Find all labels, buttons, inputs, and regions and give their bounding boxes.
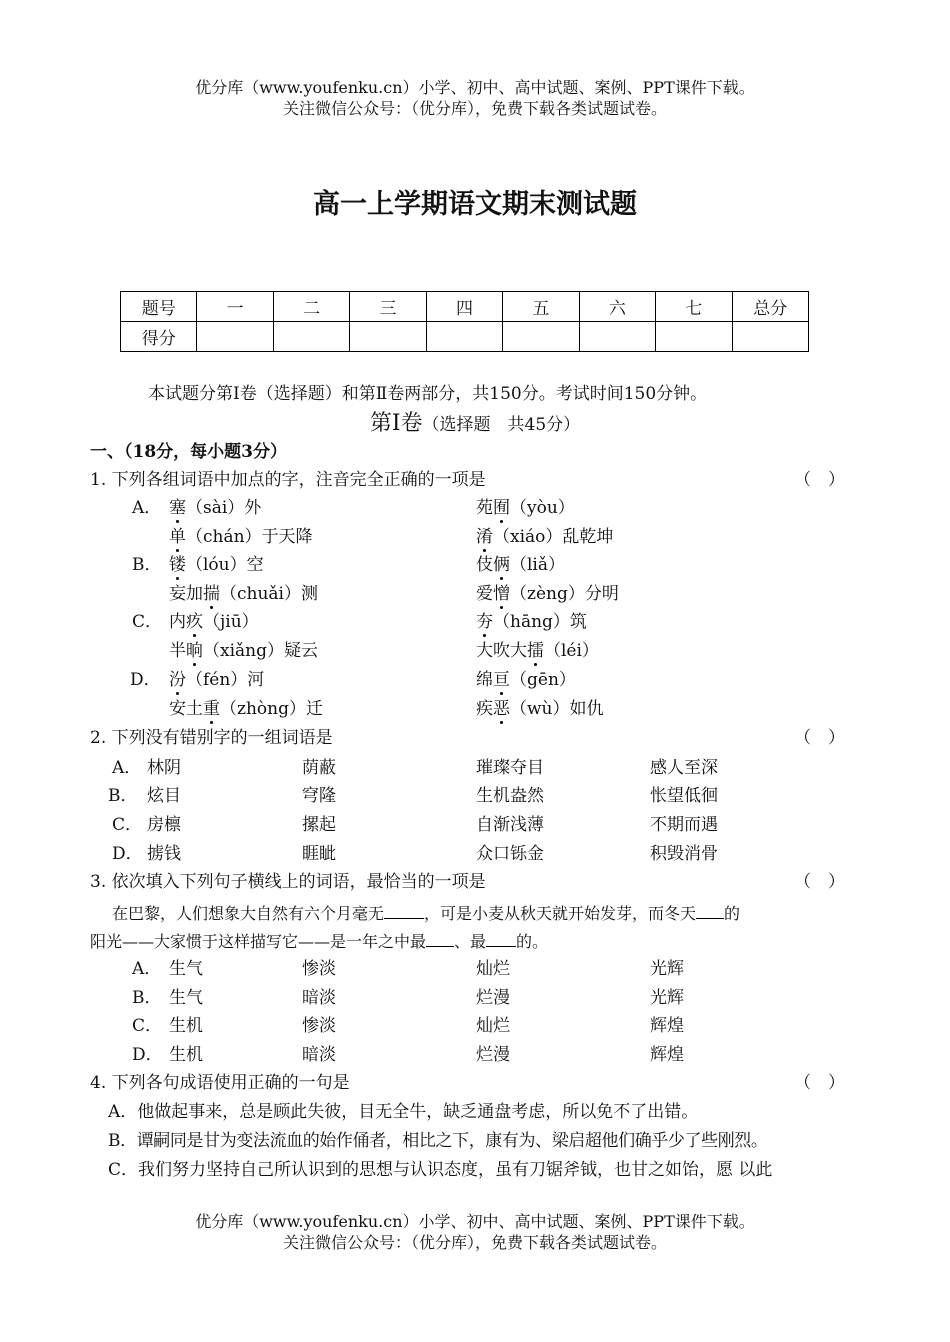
footer-line-1: 优分库（www.youfenku.cn）小学、初中、高中试题、案例、PPT课件下载。: [195, 1212, 755, 1231]
volume-sub: （选择题 共45分）: [422, 415, 581, 435]
page-title: 高一上学期语文期末测试题: [313, 189, 637, 220]
score-cell: 题号: [121, 292, 197, 322]
score-cell: 一: [197, 292, 273, 322]
q1-c-item-3: 半晌（xiǎng）疑云: [169, 641, 318, 661]
score-cell: 二: [273, 292, 349, 322]
q2-row-b-word-3: 生机盎然: [476, 786, 544, 806]
q3-blank-1[interactable]: [384, 902, 424, 919]
score-cell: 七: [656, 292, 732, 322]
q2-row-d-word-2: 睚眦: [302, 844, 336, 864]
q2-row-b-label: B．: [108, 786, 138, 806]
score-cell: 四: [426, 292, 502, 322]
q2-answer-paren[interactable]: （ ）: [794, 728, 845, 748]
q2-row-c-word-4: 不期而遇: [650, 815, 718, 835]
q1-b-item-2: 伎俩（liǎ）: [476, 555, 566, 575]
score-entry-cell[interactable]: [503, 322, 579, 352]
q3-row-a-word-3: 灿烂: [476, 959, 510, 979]
q1-c-item-4: 大吹大擂（léi）: [476, 641, 599, 661]
q4-stem: 4. 下列各句成语使用正确的一句是: [90, 1073, 350, 1093]
score-cell: 五: [503, 292, 579, 322]
q2-row-d-label: D．: [112, 844, 143, 864]
q4-option-b: B．谭嗣同是甘为变法流血的始作俑者，相比之下，康有为、梁启超他们确乎少了些刚烈。: [108, 1131, 768, 1151]
q3-row-c-word-1: 生机: [169, 1016, 203, 1036]
volume-main: 第Ⅰ卷: [369, 411, 423, 436]
q2-row-c-label: C．: [112, 815, 143, 835]
footer-line-2: 关注微信公众号：（优分库），免费下载各类试题试卷。: [282, 1233, 667, 1252]
score-entry-cell[interactable]: [197, 322, 273, 352]
q1-a-item-3: 单（chán）于天降: [169, 527, 313, 547]
q3-blank-2[interactable]: [696, 902, 724, 919]
score-entry-cell[interactable]: [350, 322, 426, 352]
q1-b-item-4: 爱憎（zèng）分明: [476, 584, 619, 604]
q3-passage-line-1: 在巴黎，人们想象大自然有六个月毫无 ，可是小麦从秋天就开始发芽，而冬天 的: [112, 904, 741, 923]
score-entry-cell[interactable]: [426, 322, 502, 352]
q3-answer-paren[interactable]: （ ）: [794, 872, 845, 892]
q2-row-b-word-4: 怅望低徊: [650, 786, 718, 806]
q3-row-c-word-2: 惨淡: [302, 1016, 336, 1036]
volume-heading: [0, 410, 950, 439]
q3-row-a-label: A．: [132, 959, 162, 979]
q2-row-a-label: A．: [112, 758, 142, 778]
score-entry-cell[interactable]: [656, 322, 732, 352]
q1-option-c-label: C．: [132, 612, 163, 632]
q3-row-b-word-3: 烂漫: [476, 988, 510, 1008]
q3-row-a-word-1: 生气: [169, 959, 203, 979]
score-entry-cell[interactable]: [579, 322, 655, 352]
q3-row-c-label: C．: [132, 1016, 163, 1036]
q1-d-item-3: 安土重（zhòng）迁: [169, 699, 323, 719]
score-table-score-row: [121, 322, 809, 352]
q3-row-d-word-4: 辉煌: [650, 1045, 684, 1065]
q3-passage-line-2: 阳光——大家惯于这样描写它——是一年之中最 、最 的。: [90, 932, 549, 951]
q1-answer-paren[interactable]: （ ）: [794, 470, 845, 490]
q1-a-item-2: 苑囿（yòu）: [476, 498, 575, 518]
q2-row-a-word-1: 林阴: [147, 758, 181, 778]
section-heading: 一、（18分，每小题3分）: [90, 442, 287, 462]
q2-row-b-word-2: 穹隆: [302, 786, 336, 806]
q3-row-b-word-4: 光辉: [650, 988, 684, 1008]
header-line-2: 关注微信公众号：（优分库），免费下载各类试题试卷。: [282, 99, 667, 118]
q3-row-c-word-3: 灿烂: [476, 1016, 510, 1036]
q4-option-a: A．他做起事来，总是顾此失彼，目无全牛，缺乏通盘考虑，所以免不了出错。: [108, 1102, 699, 1122]
q1-a-item-4: 淆（xiáo）乱乾坤: [476, 527, 614, 547]
score-table: [120, 291, 809, 352]
q3-row-b-word-1: 生气: [169, 988, 203, 1008]
q2-row-a-word-3: 璀璨夺目: [476, 758, 544, 778]
q1-option-a-label: A．: [132, 498, 162, 518]
q1-stem: 1. 下列各组词语中加点的字，注音完全正确的一项是: [90, 470, 486, 490]
q3-row-d-label: D．: [132, 1045, 163, 1065]
q2-row-d-word-4: 积毁消骨: [650, 844, 718, 864]
q4-answer-paren[interactable]: （ ）: [794, 1073, 845, 1093]
q3-row-d-word-2: 暗淡: [302, 1045, 336, 1065]
q1-option-b-label: B．: [132, 555, 162, 575]
q2-row-c-word-3: 自渐浅薄: [476, 815, 544, 835]
q1-d-item-4: 疾恶（wù）如仇: [476, 699, 604, 719]
q3-row-b-label: B．: [132, 988, 162, 1008]
q2-row-a-word-2: 荫蔽: [302, 758, 336, 778]
intro-text: 本试题分第Ⅰ卷（选择题）和第Ⅱ卷两部分，共150分。考试时间150分钟。: [148, 384, 708, 404]
q3-row-a-word-2: 惨淡: [302, 959, 336, 979]
q2-row-d-word-1: 掳钱: [147, 844, 181, 864]
q1-d-item-1: 汾（fén）河: [169, 670, 265, 690]
q1-c-item-1: 内疚（jiū）: [169, 612, 259, 632]
q2-row-b-word-1: 炫目: [147, 786, 181, 806]
q1-b-item-3: 妄加揣（chuǎi）测: [169, 584, 318, 604]
q3-blank-3[interactable]: [426, 930, 454, 947]
q2-row-c-word-2: 摞起: [302, 815, 336, 835]
q1-d-item-2: 绵亘（gēn）: [476, 670, 576, 690]
q1-c-item-2: 夯（hāng）筑: [476, 612, 587, 632]
q3-row-b-word-2: 暗淡: [302, 988, 336, 1008]
q3-row-c-word-4: 辉煌: [650, 1016, 684, 1036]
q1-option-d-label: D．: [130, 670, 161, 690]
score-label-cell: 得分: [121, 322, 197, 352]
q2-row-a-word-4: 感人至深: [650, 758, 718, 778]
q3-row-d-word-3: 烂漫: [476, 1045, 510, 1065]
q1-a-item-1: 塞（sài）外: [169, 498, 262, 518]
q2-row-d-word-3: 众口铄金: [476, 844, 544, 864]
score-cell: 六: [579, 292, 655, 322]
q4-option-c: C．我们努力坚持自己所认识到的思想与认识态度，虽有刀锯斧钺，也甘之如饴，愿 以此: [108, 1160, 773, 1180]
score-cell: 总分: [732, 292, 809, 322]
score-table-header-row: [121, 292, 809, 322]
q2-stem: 2. 下列没有错别字的一组词语是: [90, 728, 333, 748]
q3-blank-4[interactable]: [486, 930, 516, 947]
q3-row-a-word-4: 光辉: [650, 959, 684, 979]
score-cell: 三: [350, 292, 426, 322]
q3-stem: 3. 依次填入下列句子横线上的词语，最恰当的一项是: [90, 872, 486, 892]
header-line-1: 优分库（www.youfenku.cn）小学、初中、高中试题、案例、PPT课件下载。: [195, 78, 755, 97]
q2-row-c-word-1: 房檩: [147, 815, 181, 835]
q3-row-d-word-1: 生机: [169, 1045, 203, 1065]
score-entry-cell[interactable]: [732, 322, 809, 352]
score-entry-cell[interactable]: [273, 322, 349, 352]
q1-b-item-1: 镂（lóu）空: [169, 555, 264, 575]
